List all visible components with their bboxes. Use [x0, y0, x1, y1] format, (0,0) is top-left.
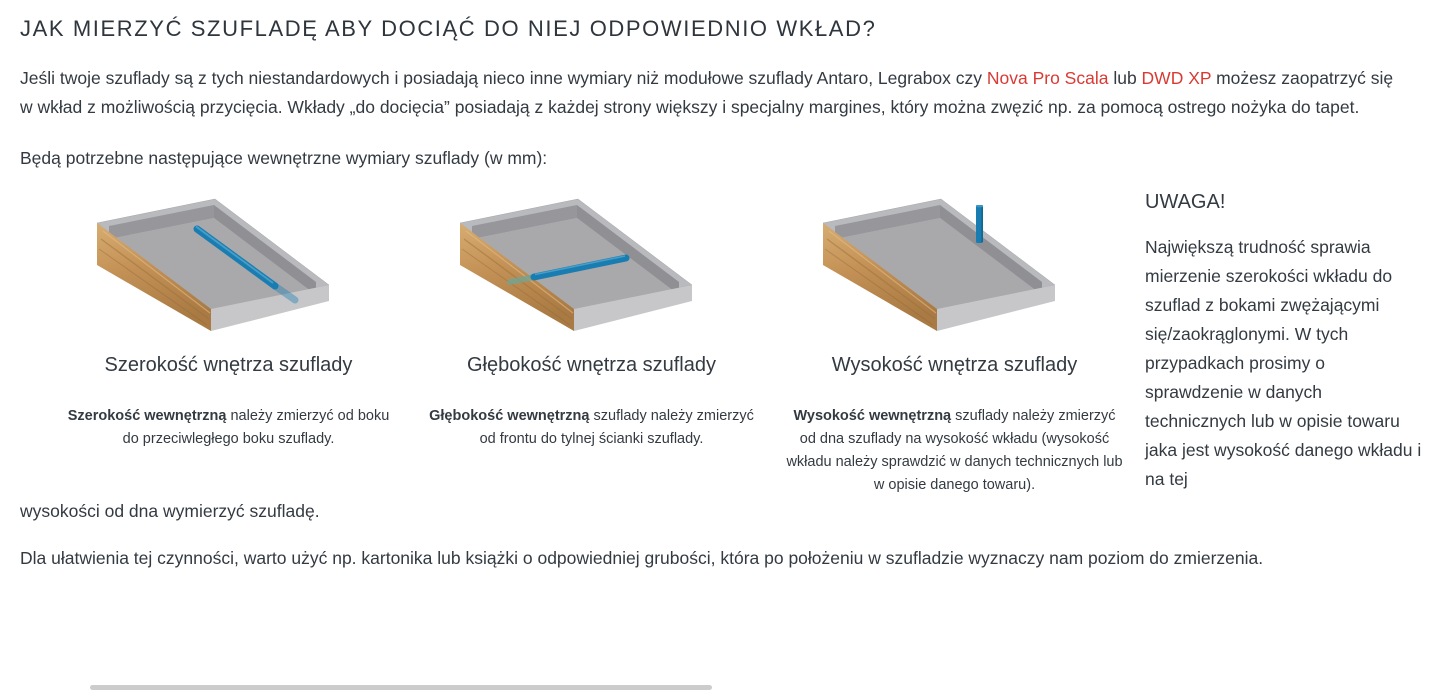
page-title: JAK MIERZYĆ SZUFLADĘ ABY DOCIĄĆ DO NIEJ ODPOWIEDNIO WKŁAD? [20, 16, 877, 41]
figure-width-description [59, 405, 399, 451]
figure-height-desc-lead: Wysokość wewnętrzną [793, 408, 952, 424]
figure-height-caption: Wysokość wnętrza szuflady [831, 354, 1078, 376]
warning-panel [1145, 187, 1423, 494]
warning-body: Największą trudność sprawia mierzenie szerokości wkładu do szuflad z bokami zwężającymi się/zaokrąglonymi. W tych przypadkach prosimy o sprawdzenie w danych technicznych lub w opisie towaru jaka jest wysokość danego wkładu i na tej [1145, 237, 1422, 489]
figures-row [20, 187, 1422, 497]
intro-text-1: Jeśli twoje szuflady są z tych niestandardowych i posiadają nieco inne wymiary niż modułowe szuflady Antaro, Legrabox czy [20, 68, 987, 88]
figure-width-desc-rest: należy zmierzyć od boku do przeciwległego boku szuflady. [122, 408, 390, 447]
figure-depth [419, 187, 764, 451]
figure-width [56, 187, 401, 451]
drawer-depth-illustration [432, 187, 752, 347]
figure-width-desc-lead: Szerokość wewnętrzną [67, 408, 227, 424]
drawer-height-illustration [795, 187, 1115, 347]
figure-height-desc-rest: szuflady należy zmierzyć od dna szuflady na wysokość wkładu (wysokość wkładu należy sprawdzić w danych technicznych lub w opisie danego towaru). [786, 408, 1123, 493]
horizontal-scrollbar-thumb[interactable] [90, 685, 712, 690]
figure-depth-caption: Głębokość wnętrza szuflady [466, 354, 716, 376]
figure-depth-desc-lead: Głębokość wewnętrzną [429, 408, 590, 424]
outro-paragraph: Dla ułatwienia tej czynności, warto użyć np. kartonika lub książki o odpowiedniej grubości, która po położeniu w szufladzie wyznaczy nam poziom do zmierzenia. [20, 548, 1264, 568]
measurements-intro: Będą potrzebne następujące wewnętrzne wymiary szuflady (w mm): [20, 148, 548, 168]
warning-title: UWAGA! [1145, 191, 1226, 213]
link-dwd-xp[interactable]: DWD XP [1141, 68, 1212, 88]
continuation-text: wysokości od dna wymierzyć szufladę. [20, 501, 320, 521]
intro-paragraph [20, 64, 1403, 122]
figure-height [782, 187, 1127, 497]
intro-text-2: lub [1108, 68, 1142, 88]
figure-depth-description [422, 405, 762, 451]
figure-height-description [785, 405, 1125, 497]
intro-text-3: możesz zaopatrzyć się w wkład z możliwością przycięcia. Wkłady „do docięcia” posiadają z każdej strony większy i specjalny margines, który można zwęzić np. za pomocą ostrego nożyka do tapet. [20, 68, 1394, 117]
article [0, 16, 1433, 572]
figure-depth-desc-rest: szuflady należy zmierzyć od frontu do tylnej ścianki szuflady. [479, 408, 754, 447]
drawer-width-illustration [69, 187, 389, 347]
figure-width-caption: Szerokość wnętrza szuflady [104, 354, 353, 376]
link-nova-pro-scala[interactable]: Nova Pro Scala [986, 68, 1109, 88]
